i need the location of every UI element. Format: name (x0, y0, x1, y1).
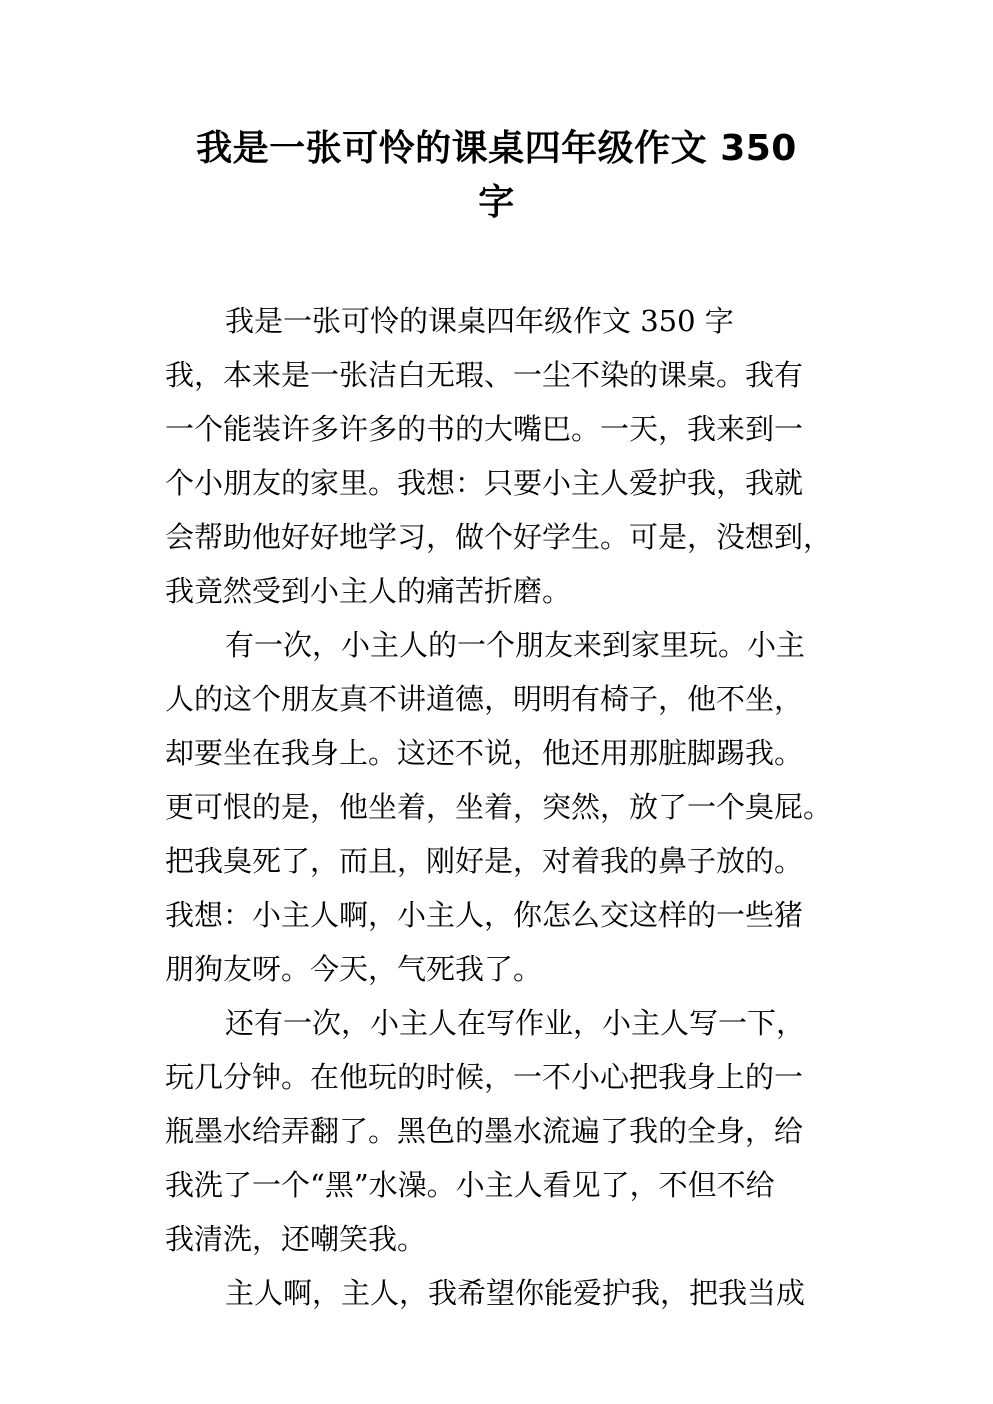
text-line: 一个能装许多许多的书的大嘴巴。一天，我来到一 (165, 412, 804, 446)
text-line: 还有一次，小主人在写作业，小主人写一下， (225, 1006, 806, 1040)
text-line: 我是一张可怜的课桌四年级作文 350 字 (225, 304, 734, 338)
text-line: 我清洗，还嘲笑我。 (165, 1222, 427, 1256)
text-line: 会帮助他好好地学习，做个好学生。可是，没想到， (165, 520, 833, 554)
text-line: 我竟然受到小主人的痛苦折磨。 (165, 574, 572, 608)
text-line: 瓶墨水给弄翻了。黑色的墨水流遍了我的全身，给 (165, 1114, 804, 1148)
title-line-2: 字 (478, 182, 515, 223)
text-line: 我洗了一个“黑”水澡。小主人看见了，不但不给 (165, 1168, 775, 1202)
text-line: 朋狗友呀。今天，气死我了。 (165, 952, 543, 986)
text-line: 我，本来是一张洁白无瑕、一尘不染的课桌。我有 (165, 358, 804, 392)
text-line: 有一次，小主人的一个朋友来到家里玩。小主 (225, 628, 806, 662)
text-line: 人的这个朋友真不讲道德，明明有椅子，他不坐， (165, 682, 804, 716)
text-line: 却要坐在我身上。这还不说，他还用那脏脚踢我。 (165, 736, 804, 770)
text-line: 更可恨的是，他坐着，坐着，突然，放了一个臭屁。 (165, 790, 833, 824)
text-line: 把我臭死了，而且，刚好是，对着我的鼻子放的。 (165, 844, 804, 878)
document-title (150, 122, 843, 230)
text-line: 主人啊，主人，我希望你能爱护我，把我当成 (225, 1276, 806, 1310)
essay-body (165, 294, 845, 1320)
text-line: 玩几分钟。在他玩的时候，一不小心把我身上的一 (165, 1060, 804, 1094)
text-line: 个小朋友的家里。我想：只要小主人爱护我，我就 (165, 466, 804, 500)
title-line-1: 我是一张可怜的课桌四年级作文 350 (196, 128, 797, 169)
text-line: 我想：小主人啊，小主人，你怎么交这样的一些猪 (165, 898, 804, 932)
